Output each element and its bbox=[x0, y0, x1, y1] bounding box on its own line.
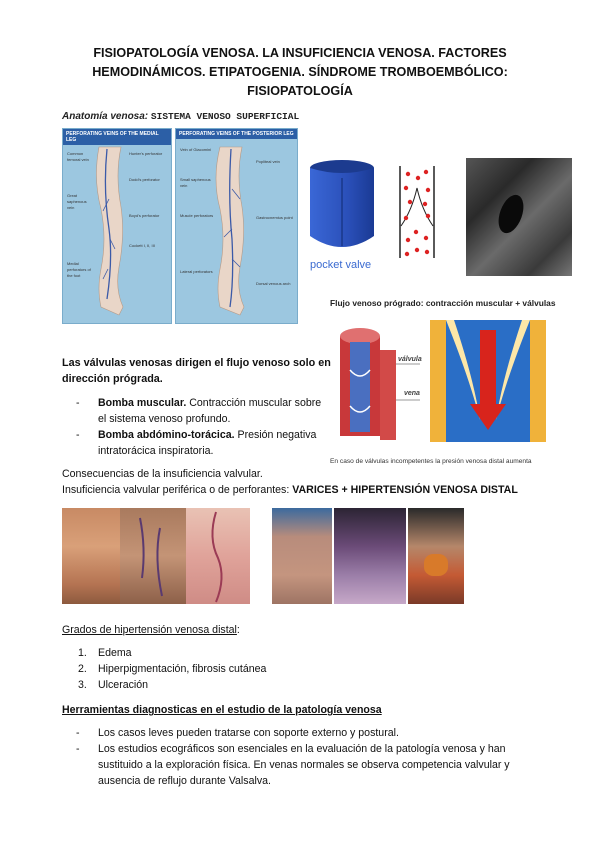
grade-number-1: 1. bbox=[78, 647, 87, 659]
posterior-label-1: Vein of Giacomini bbox=[180, 147, 212, 152]
grade-item-3 bbox=[62, 677, 362, 693]
valve-footer: En caso de válvulas incompetentes la presión venosa distal aumenta bbox=[330, 458, 532, 465]
pumps-list bbox=[62, 395, 322, 459]
medial-label-2: Great saphenous vein bbox=[67, 193, 87, 210]
valve-flow-arrow-illustration bbox=[430, 320, 546, 442]
varicose-legs-photo-3 bbox=[186, 508, 250, 604]
hyperpigmentation-photo bbox=[272, 508, 332, 604]
medial-label-5: Boyd's perforator bbox=[129, 213, 160, 218]
posterior-label-5: Gastrocnemius point bbox=[256, 215, 293, 220]
pump-2-rest: Presión negativa intratorácica inspiratoria. bbox=[98, 429, 317, 457]
posterior-label-4: Muscle perforators bbox=[180, 213, 214, 218]
grade-item-1 bbox=[62, 645, 362, 661]
grades-heading bbox=[62, 622, 240, 638]
medial-label-7: Medial perforators of the foot bbox=[67, 261, 91, 278]
grade-item-2 bbox=[62, 661, 362, 677]
consequences-line-2 bbox=[62, 482, 582, 498]
grades-list bbox=[62, 645, 362, 693]
medial-leg-right-labels bbox=[129, 151, 169, 249]
ultrasound-image bbox=[466, 158, 572, 276]
medial-label-4: Dodd's perforator bbox=[129, 177, 160, 182]
pocket-valve-label: pocket valve bbox=[310, 259, 372, 271]
anatomy-caption-prefix: Anatomía venosa: bbox=[62, 111, 149, 122]
vena-label: vena bbox=[404, 390, 420, 397]
grades-title: Grados de hipertensión venosa distal bbox=[62, 624, 237, 636]
posterior-label-2: Popliteal vein bbox=[256, 159, 280, 164]
medial-leg-diagram bbox=[62, 128, 172, 324]
grade-number-2: 2. bbox=[78, 663, 87, 675]
tool-item-2: - Los estudios ecográficos son esenciales en la evaluación de la patología venosa y han sustituido a la exploración física. En venas normales se observa competencia valvular y ausencia de reflujo durante Valsalva. bbox=[62, 741, 540, 789]
pump-2-bold: Bomba abdómino-torácica. bbox=[98, 429, 235, 441]
vessel-cutaway-illustration bbox=[330, 320, 426, 442]
flow-caption: Flujo venoso prógrado: contracción muscular + válvulas bbox=[330, 298, 556, 308]
varicose-legs-photo-2 bbox=[120, 508, 186, 604]
posterior-label-6: Lateral perforators bbox=[180, 269, 213, 274]
pump-item-1 bbox=[62, 395, 322, 427]
grades-colon: : bbox=[236, 624, 240, 636]
consequences-line-2-bold: VARICES + HIPERTENSIÓN VENOSA DISTAL bbox=[292, 484, 518, 496]
posterior-label-7: Dorsal venous arch bbox=[256, 281, 291, 286]
pump-1-bold: Bomba muscular. bbox=[98, 397, 187, 409]
valvula-label: válvula bbox=[398, 356, 422, 363]
grade-number-3: 3. bbox=[78, 679, 87, 691]
posterior-label-3: Small saphenous vein bbox=[180, 177, 211, 188]
anatomy-caption bbox=[62, 111, 299, 122]
page-title: FISIOPATOLOGÍA VENOSA. LA INSUFICIENCIA VENOSA. FACTORES HEMODINÁMICOS. ETIPATOGENIA. SÍNDROME TROMBOEMBÓLICO: FISIOPATOLOGÍA bbox=[92, 46, 508, 98]
grade-label-1: Edema bbox=[98, 647, 132, 659]
grade-label-2: Hiperpigmentación, fibrosis cutánea bbox=[98, 663, 267, 675]
ulcer-photo bbox=[408, 508, 464, 604]
pump-item-2 bbox=[62, 427, 322, 459]
consequences-line-1: Consecuencias de la insuficiencia valvular. bbox=[62, 468, 263, 480]
medial-leg-left-labels bbox=[67, 151, 95, 279]
varicose-legs-photo-1 bbox=[62, 508, 120, 604]
anatomy-caption-rest: SISTEMA VENOSO SUPERFICIAL bbox=[150, 111, 300, 122]
posterior-leg-right-labels bbox=[256, 159, 296, 287]
posterior-leg-header: PERFORATING VEINS OF THE POSTERIOR LEG bbox=[176, 129, 297, 139]
medial-label-6: Cockett I, II, III bbox=[129, 243, 155, 248]
grade-label-3: Ulceración bbox=[98, 679, 149, 691]
tools-heading: Herramientas diagnosticas en el estudio de la patología venosa bbox=[62, 704, 382, 716]
medial-label-1: Common femoral vein bbox=[67, 151, 89, 162]
valves-intro: Las válvulas venosas dirigen el flujo venoso solo en dirección prógrada. bbox=[62, 357, 331, 385]
consequences-line-2-prefix: Insuficiencia valvular periférica o de perforantes: bbox=[62, 484, 293, 496]
medial-leg-header: PERFORATING VEINS OF THE MEDIAL LEG bbox=[63, 129, 171, 145]
medial-label-3: Hunter's perforator bbox=[129, 151, 163, 156]
tool-item-1: - Los casos leves pueden tratarse con soporte externo y postural. bbox=[62, 725, 540, 741]
posterior-leg-left-labels bbox=[180, 147, 214, 275]
tools-list bbox=[62, 725, 540, 789]
vein-valve-cells-illustration bbox=[398, 166, 436, 258]
posterior-leg-diagram bbox=[175, 128, 298, 324]
fibrosis-photo bbox=[334, 508, 406, 604]
pump-1-rest: Contracción muscular sobre el sistema venoso profundo. bbox=[98, 397, 322, 425]
